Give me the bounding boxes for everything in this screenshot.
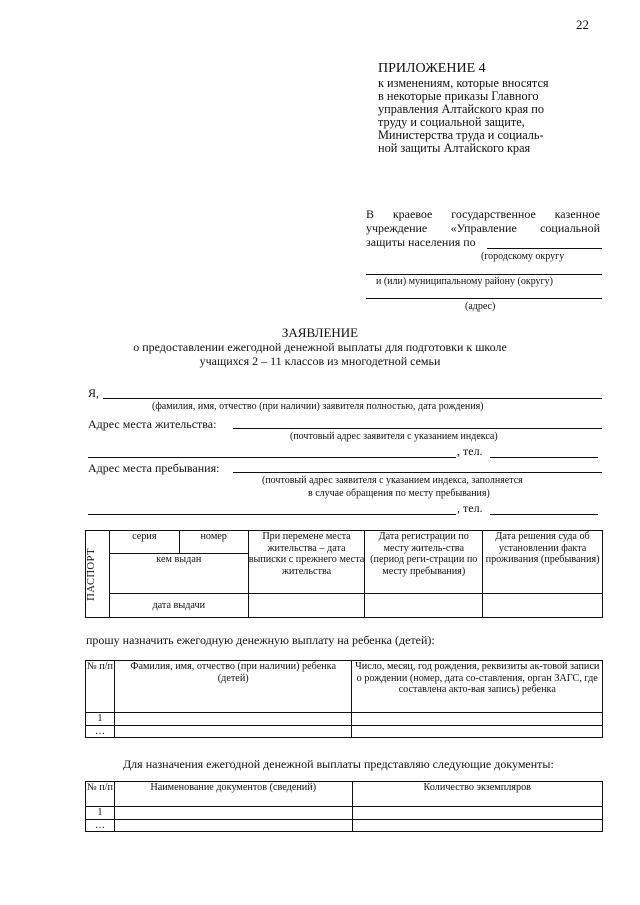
stay-address-field[interactable] [233,472,602,473]
document-count-cell[interactable] [352,819,603,832]
child-details-cell[interactable] [352,713,603,726]
child-details-cell[interactable] [352,725,603,738]
applicant-name-field[interactable] [103,398,602,399]
form-subtitle-line: о предоставлении ежегодной денежной выплаты для подготовки к школе [133,340,507,354]
passport-series-header: серия [109,531,179,554]
residence-phone-label: , тел. [457,444,483,458]
recipient-district-field[interactable] [487,248,602,249]
documents-count-header: Количество экземпляров [352,782,603,807]
children-table [85,660,603,738]
applicant-prefix: Я, [88,386,100,400]
request-text: прошу назначить ежегодную денежную выплату на ребенка (детей): [86,633,435,647]
appendix-line: труду и социальной защите, [378,115,525,129]
issued-by-header: кем выдан [109,554,248,594]
recipient-address-hint: (адрес) [465,301,496,312]
recipient-municipal-hint: и (или) муниципальному району (округу) [376,276,553,287]
document-name-cell[interactable] [114,807,352,820]
document-count-cell[interactable] [352,807,603,820]
child-name-cell[interactable] [114,713,352,726]
documents-table [85,781,603,832]
children-name-header: Фамилия, имя, отчество (при наличии) ребенка (детей) [114,661,352,713]
table-row-number: 1 [86,807,115,820]
form-title: ЗАЯВЛЕНИЕ [281,325,359,340]
page-number: 22 [576,17,589,32]
stay-hint-line: в случае обращения по месту пребывания) [308,488,490,499]
registration-date-cell[interactable] [365,594,483,618]
passport-number-header: номер [179,531,248,554]
recipient-line: защиты населения по [366,235,476,249]
recipient-line: учреждение «Управление социальной [366,221,600,235]
passport-side-label-cell [86,531,110,618]
stay-hint-line: (почтовый адрес заявителя с указанием индекса, заполняется [262,475,523,486]
children-details-header: Число, месяц, год рождения, реквизиты ак-товой записи о рождении (номер, дата со-ставления, орган ЗАГС, где составлена акто-вая запись) ребенка [352,661,603,713]
applicant-name-hint: (фамилия, имя, отчество (при наличии) заявителя полностью, дата рождения) [152,401,484,412]
court-decision-header: Дата решения суда об установлении факта проживания (пребывания) [483,531,603,594]
stay-phone-label: , тел. [457,501,483,515]
appendix-title: ПРИЛОЖЕНИЕ 4 [378,61,486,76]
residence-address-field[interactable] [233,428,602,429]
passport-side-label: ПАСПОРТ [86,547,97,601]
issue-date-header: дата выдачи [109,594,248,618]
recipient-municipal-field[interactable] [366,274,602,275]
passport-table [85,530,603,618]
document-name-cell[interactable] [114,819,352,832]
documents-text: Для назначения ежегодной денежной выплаты представляю следующие документы: [123,757,554,771]
stay-label: Адрес места пребывания: [88,461,220,475]
residence-label: Адрес места жительства: [88,417,217,431]
table-row-number: … [86,819,115,832]
appendix-line: Министерства труда и социаль- [378,128,544,142]
stay-address-field-2[interactable] [88,514,456,515]
move-date-cell[interactable] [248,594,365,618]
appendix-line: к изменениям, которые вносятся [378,76,549,90]
appendix-block [378,61,598,155]
recipient-line: В краевое государственное казенное [366,207,600,221]
residence-address-field-2[interactable] [88,457,456,458]
table-row-number: 1 [86,713,115,726]
court-decision-cell[interactable] [483,594,603,618]
form-subtitle-line: учащихся 2 – 11 классов из многодетной семьи [199,354,441,368]
children-num-header: № п/п [86,661,115,713]
residence-hint: (почтовый адрес заявителя с указанием индекса) [290,431,498,442]
appendix-line: в некоторые приказы Главного [378,89,539,103]
recipient-district-hint: (городскому округу [481,251,565,262]
move-date-header: При перемене места жительства – дата выписки с прежнего места жительства [248,531,365,594]
documents-name-header: Наименование документов (сведений) [114,782,352,807]
registration-date-header: Дата регистрации по месту житель-ства (период реги-страции по месту пребывания) [365,531,483,594]
table-row-number: … [86,725,115,738]
appendix-line: ной защиты Алтайского края [378,141,531,155]
recipient-address-field[interactable] [366,298,602,299]
child-name-cell[interactable] [114,725,352,738]
stay-phone-field[interactable] [490,514,598,515]
residence-phone-field[interactable] [490,457,598,458]
appendix-line: управления Алтайского края по [378,102,545,116]
documents-num-header: № п/п [86,782,115,807]
